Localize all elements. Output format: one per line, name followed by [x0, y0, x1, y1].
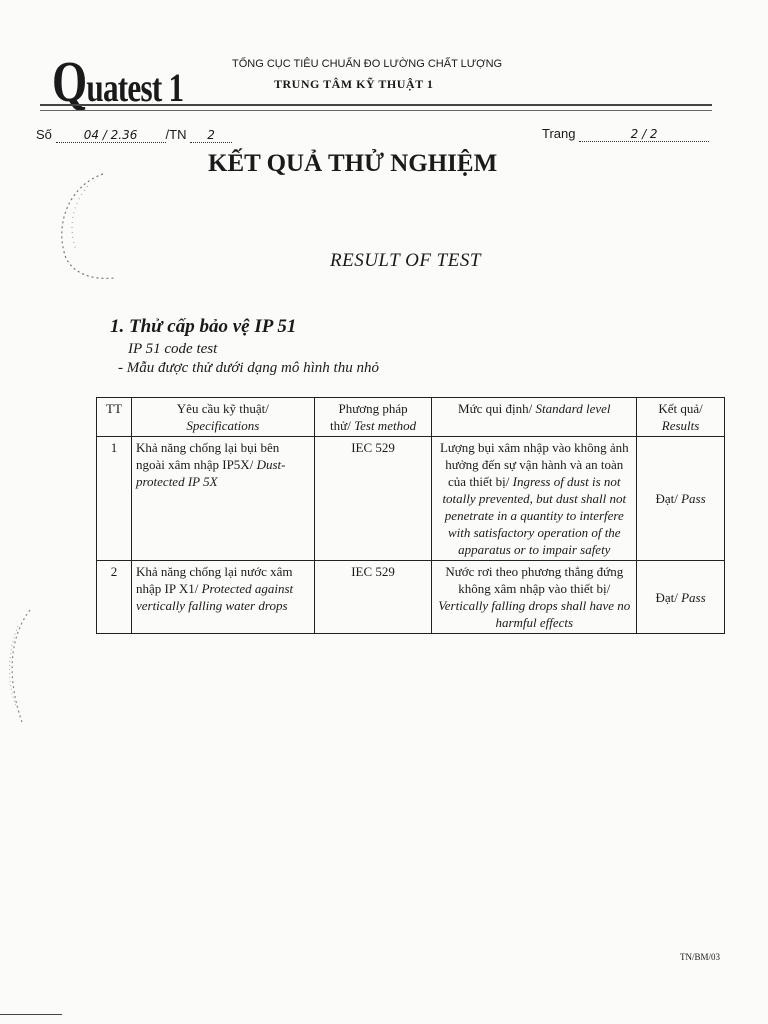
trang-value: 2 / 2 — [579, 127, 709, 142]
bottom-rule — [0, 1014, 62, 1015]
page-title: KẾT QUẢ THỬ NGHIỆM — [208, 150, 498, 177]
header-results: Kết quả/ Results — [637, 398, 725, 437]
header-specifications: Yêu cầu kỹ thuật/ Specifications — [131, 398, 314, 437]
section-subtitle: IP 51 code test — [128, 341, 218, 357]
row-result: Đạt/ Pass — [637, 437, 725, 561]
section-note: - Mẫu được thử dưới dạng mô hình thu nhỏ — [118, 360, 379, 376]
row-standard-level: Lượng bụi xâm nhập vào không ảnh hưởng đến sự vận hành và an toàn của thiết bị/ Ingress of dust is not totally prevented, but dust shall not penetrate in a quantity to interfere with satisfactory operation of the apparatus or to impair safety — [432, 437, 637, 561]
quatest-logo: Quatest 1 — [52, 49, 184, 114]
header-rule-thin — [40, 110, 712, 111]
table-row — [97, 437, 725, 561]
faded-stamp-mark — [48, 166, 158, 286]
page-subtitle: RESULT OF TEST — [330, 250, 481, 271]
row-test-method: IEC 529 — [314, 437, 432, 561]
page-number: Trang 2 / 2 — [542, 126, 709, 142]
row-tt: 1 — [97, 437, 132, 561]
section-heading: 1. Thử cấp bảo vệ IP 51 — [110, 316, 297, 337]
row-specification: Khả năng chống lại nước xâm nhập IP X1/ Protected against vertically falling water drops — [131, 561, 314, 634]
row-specification: Khả năng chống lại bụi bên ngoài xâm nhập IP5X/ Dust-protected IP 5X — [131, 437, 314, 561]
org-name-line1: TỔNG CỤC TIÊU CHUẨN ĐO LƯỜNG CHẤT LƯỢNG — [232, 58, 503, 70]
row-standard-level: Nước rơi theo phương thẳng đứng không xâm nhập vào thiết bị/ Vertically falling drops shall have no harmful effects — [432, 561, 637, 634]
row-tt: 2 — [97, 561, 132, 634]
org-name-line2: TRUNG TÂM KỸ THUẬT 1 — [274, 77, 434, 91]
header-tt: TT — [97, 398, 132, 437]
results-table — [96, 397, 725, 634]
table-row — [97, 561, 725, 634]
so-value: 04 / 2.36 — [56, 128, 166, 143]
form-code: TN/BM/03 — [679, 952, 720, 962]
row-result: Đạt/ Pass — [637, 561, 725, 634]
header-standard-level: Mức qui định/ Standard level — [432, 398, 637, 437]
edge-stamp-mark — [0, 606, 36, 726]
row-test-method: IEC 529 — [314, 561, 432, 634]
header-test-method: Phương pháp thử/ Test method — [314, 398, 432, 437]
tn-value: 2 — [190, 128, 232, 143]
header-rule — [40, 104, 712, 106]
document-number: Số 04 / 2.36 /TN 2 — [36, 127, 232, 143]
table-header-row — [97, 398, 725, 437]
